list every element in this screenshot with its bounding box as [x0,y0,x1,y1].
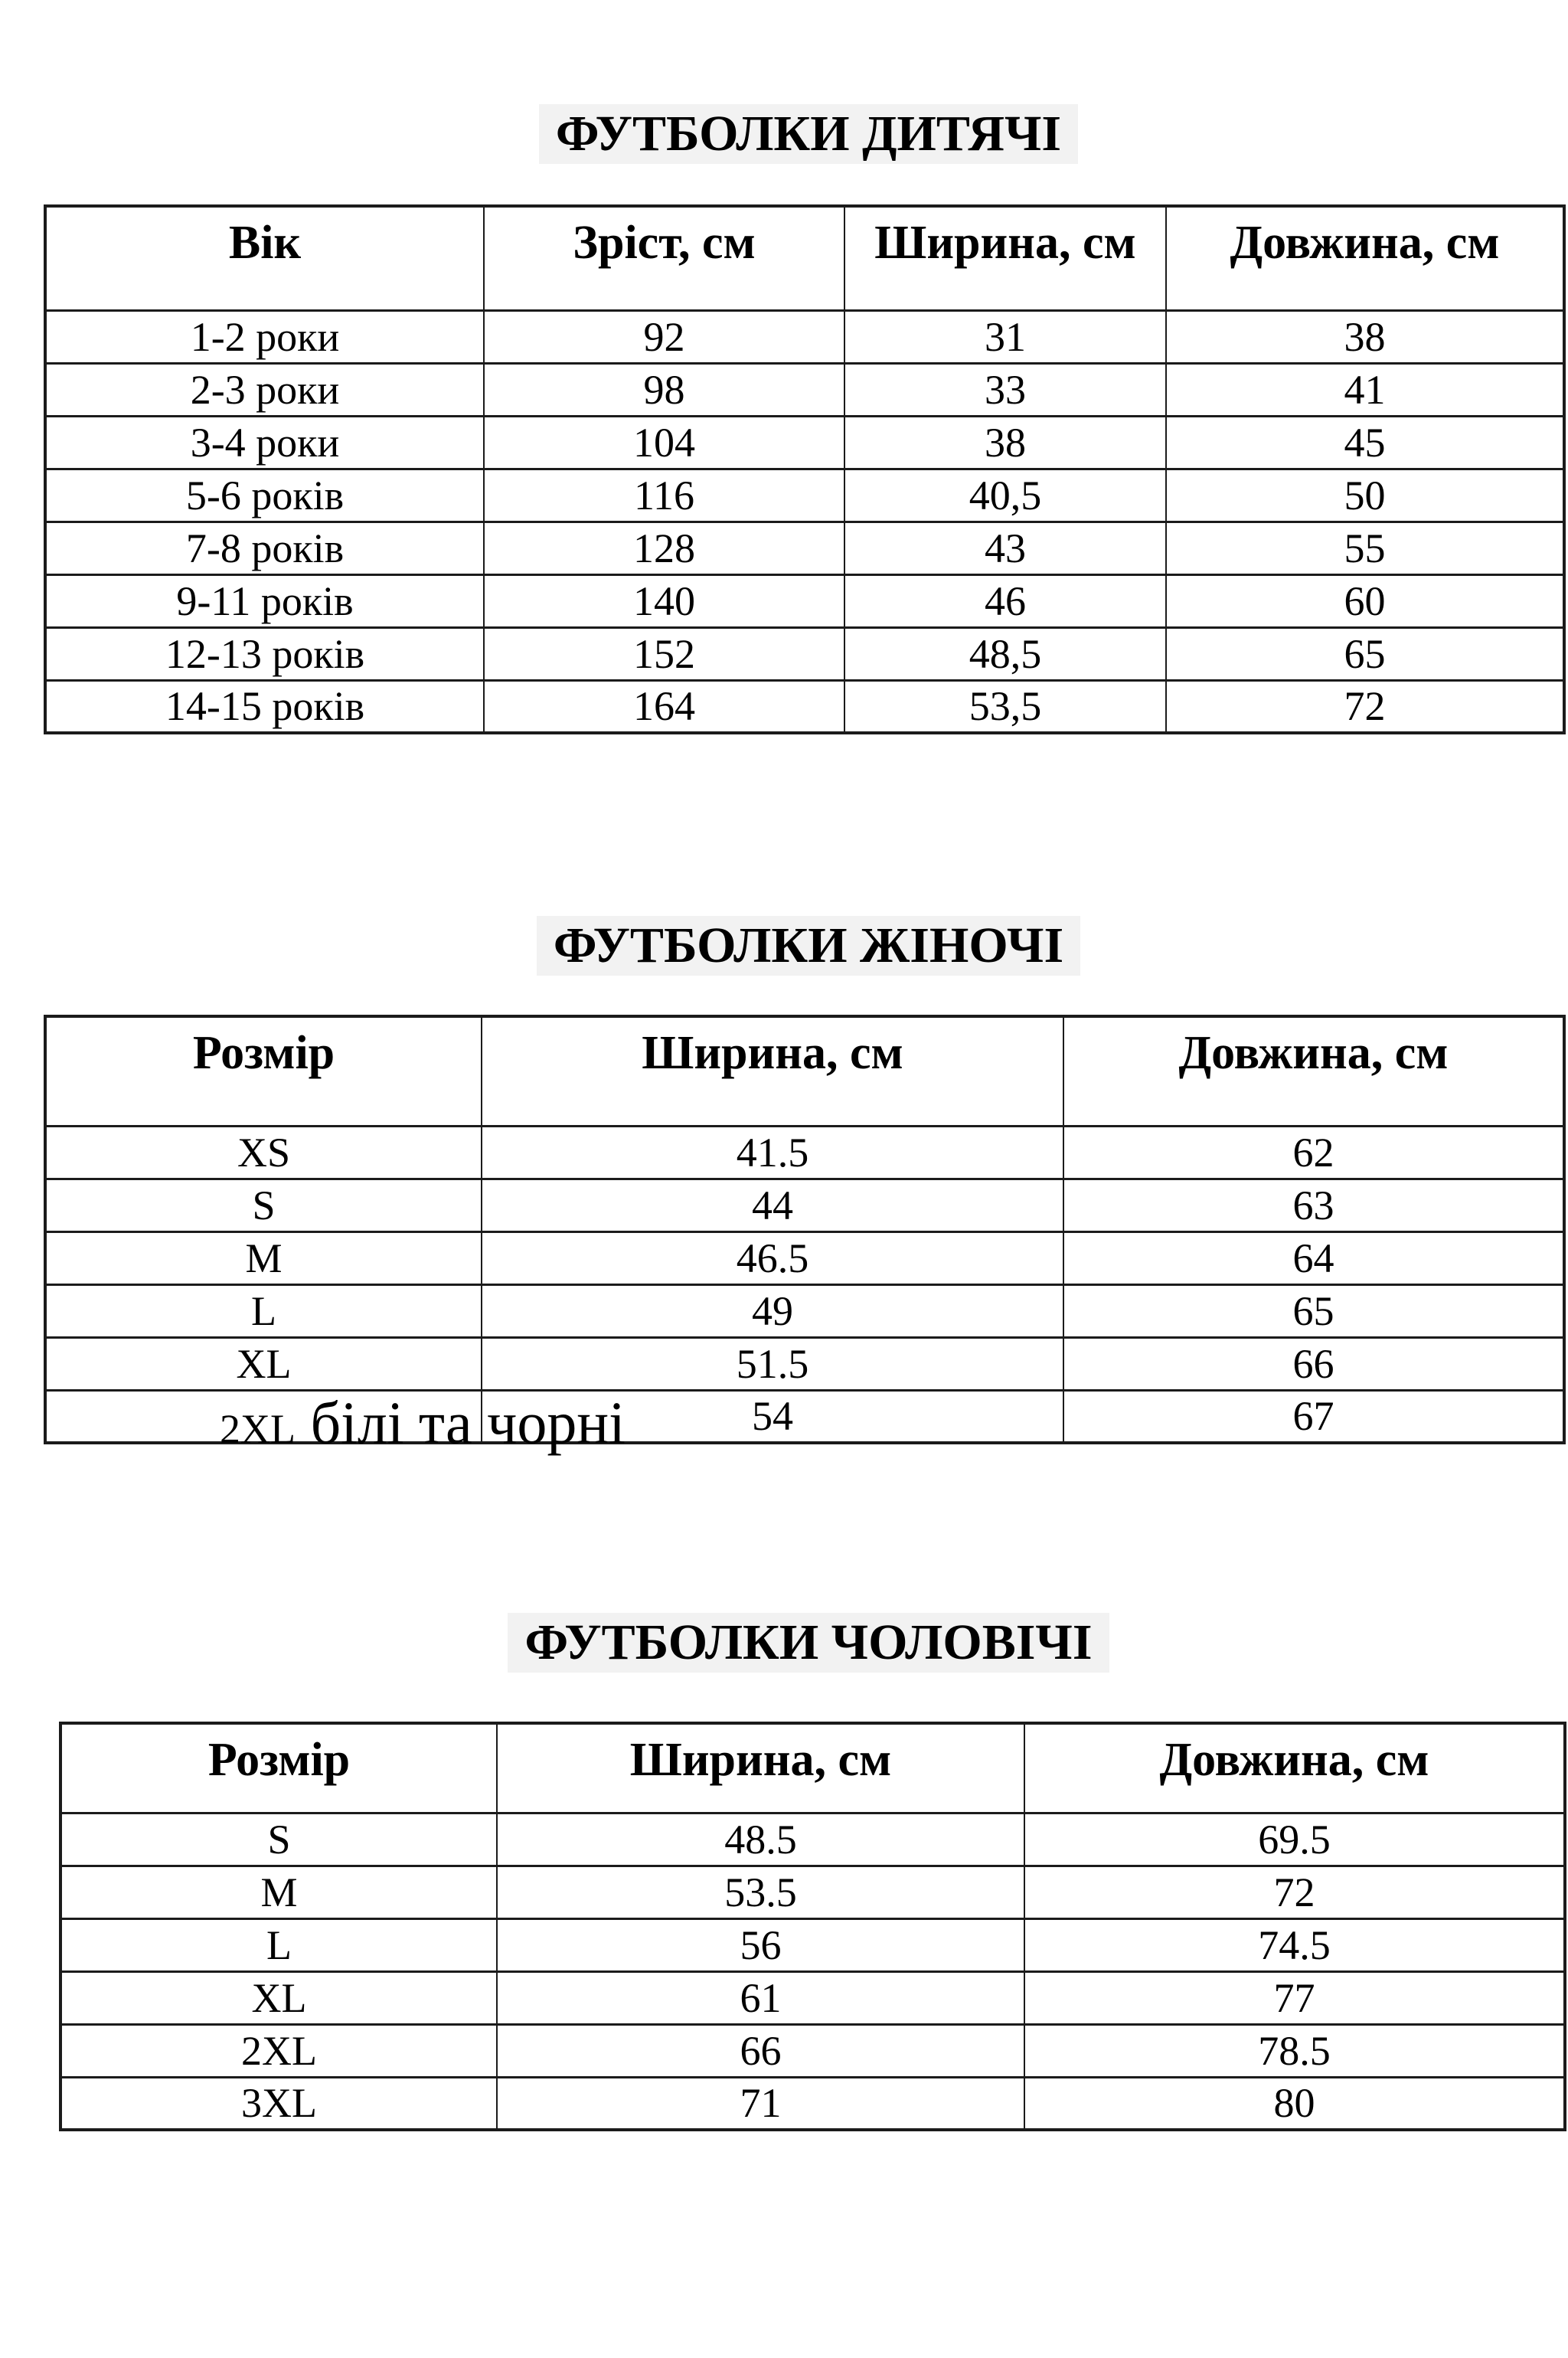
table-cell: 50 [1166,469,1564,522]
table-cell: 55 [1166,522,1564,574]
table-cell: 44 [482,1179,1063,1231]
table-cell: 54 [482,1390,1063,1443]
table-cell: 98 [484,363,844,416]
men-section-title [0,1613,1568,1673]
table-row [45,1337,1564,1390]
table-cell [45,1389,626,1456]
table-cell: 3XL [60,2077,497,2130]
table-cell: 77 [1024,1971,1565,2024]
table-cell: 41 [1166,363,1564,416]
column-header: Зріст, см [484,206,844,310]
table-cell: 80 [1024,2077,1565,2130]
table-cell: 9-11 років [45,574,484,627]
column-header: Ширина, см [497,1723,1024,1813]
table-cell: 2XL [60,2024,497,2077]
table-cell: 38 [844,416,1166,469]
table-cell: 128 [484,522,844,574]
table-row [60,1971,1565,2024]
table-row [60,2024,1565,2077]
header-row [45,1016,1564,1126]
women-section-title [0,916,1568,976]
table-cell: 53.5 [497,1866,1024,1918]
women-table-body [45,1126,1564,1456]
header-row [60,1723,1565,1813]
table-row [45,1231,1564,1284]
children-table-body [45,310,1564,733]
table-cell: L [45,1284,482,1337]
table-row [60,1813,1565,1866]
table-cell: 53,5 [844,680,1166,733]
column-header: Довжина, см [1166,206,1564,310]
table-cell: 33 [844,363,1166,416]
column-header: Ширина, см [482,1016,1063,1126]
table-row [45,574,1564,627]
table-row [45,1390,1564,1443]
column-header: Довжина, см [1024,1723,1565,1813]
table-cell: 66 [497,2024,1024,2077]
table-row [60,1918,1565,1971]
table-cell: 49 [482,1284,1063,1337]
children-section-title-text: ФУТБОЛКИ ДИТЯЧІ [539,104,1078,164]
children-sizes-table [44,204,1566,734]
table-cell: 92 [484,310,844,363]
table-row [45,363,1564,416]
women-table-header [45,1016,1564,1126]
table-cell: 63 [1063,1179,1564,1231]
table-cell: 51.5 [482,1337,1063,1390]
overflowing-size-label: 2XL білі та чорні [220,1389,626,1456]
table-cell: 3-4 роки [45,416,484,469]
table-cell: 140 [484,574,844,627]
table-cell: 46 [844,574,1166,627]
table-cell: 31 [844,310,1166,363]
table-cell: 1-2 роки [45,310,484,363]
table-cell: 78.5 [1024,2024,1565,2077]
column-header: Вік [45,206,484,310]
column-header: Довжина, см [1063,1016,1564,1126]
table-cell: 48,5 [844,627,1166,680]
table-cell: 46.5 [482,1231,1063,1284]
table-row [45,522,1564,574]
men-sizes-table [59,1722,1566,2131]
table-cell: 74.5 [1024,1918,1565,1971]
table-cell: 41.5 [482,1126,1063,1179]
table-cell: 56 [497,1918,1024,1971]
table-row [45,469,1564,522]
table-cell: 66 [1063,1337,1564,1390]
table-cell: 7-8 років [45,522,484,574]
table-row [45,680,1564,733]
table-cell: 38 [1166,310,1564,363]
header-row [45,206,1564,310]
table-cell: 14-15 років [45,680,484,733]
table-cell: M [60,1866,497,1918]
table-cell: 72 [1166,680,1564,733]
men-table-body [60,1813,1565,2130]
column-header: Розмір [45,1016,482,1126]
table-cell: 48.5 [497,1813,1024,1866]
table-cell: 60 [1166,574,1564,627]
table-cell: 5-6 років [45,469,484,522]
children-table-header [45,206,1564,310]
table-cell: 72 [1024,1866,1565,1918]
table-cell: 116 [484,469,844,522]
table-cell: XS [45,1126,482,1179]
table-cell: 2-3 роки [45,363,484,416]
table-row [45,310,1564,363]
table-cell: XL [60,1971,497,2024]
table-cell: 65 [1063,1284,1564,1337]
table-cell: 104 [484,416,844,469]
table-cell: 45 [1166,416,1564,469]
table-cell: 152 [484,627,844,680]
table-cell: 164 [484,680,844,733]
table-cell: 67 [1063,1390,1564,1443]
table-cell: 62 [1063,1126,1564,1179]
table-cell: S [60,1813,497,1866]
table-cell: 71 [497,2077,1024,2130]
table-row [45,1284,1564,1337]
women-sizes-table [44,1015,1566,1456]
table-row [60,2077,1565,2130]
table-row [45,1126,1564,1179]
children-section-title [0,104,1568,164]
men-section-title-text: ФУТБОЛКИ ЧОЛОВІЧІ [508,1613,1109,1673]
table-cell: 61 [497,1971,1024,2024]
table-cell: 12-13 років [45,627,484,680]
table-row [45,1179,1564,1231]
table-cell: 69.5 [1024,1813,1565,1866]
table-row [45,416,1564,469]
table-row [45,627,1564,680]
table-cell: L [60,1918,497,1971]
table-cell: S [45,1179,482,1231]
table-cell: M [45,1231,482,1284]
column-header: Розмір [60,1723,497,1813]
column-header: Ширина, см [844,206,1166,310]
table-cell: 43 [844,522,1166,574]
table-cell: 40,5 [844,469,1166,522]
men-table-header [60,1723,1565,1813]
table-cell: XL [45,1337,482,1390]
table-cell: 64 [1063,1231,1564,1284]
table-row [60,1866,1565,1918]
women-section-title-text: ФУТБОЛКИ ЖІНОЧІ [537,916,1080,976]
table-cell: 65 [1166,627,1564,680]
